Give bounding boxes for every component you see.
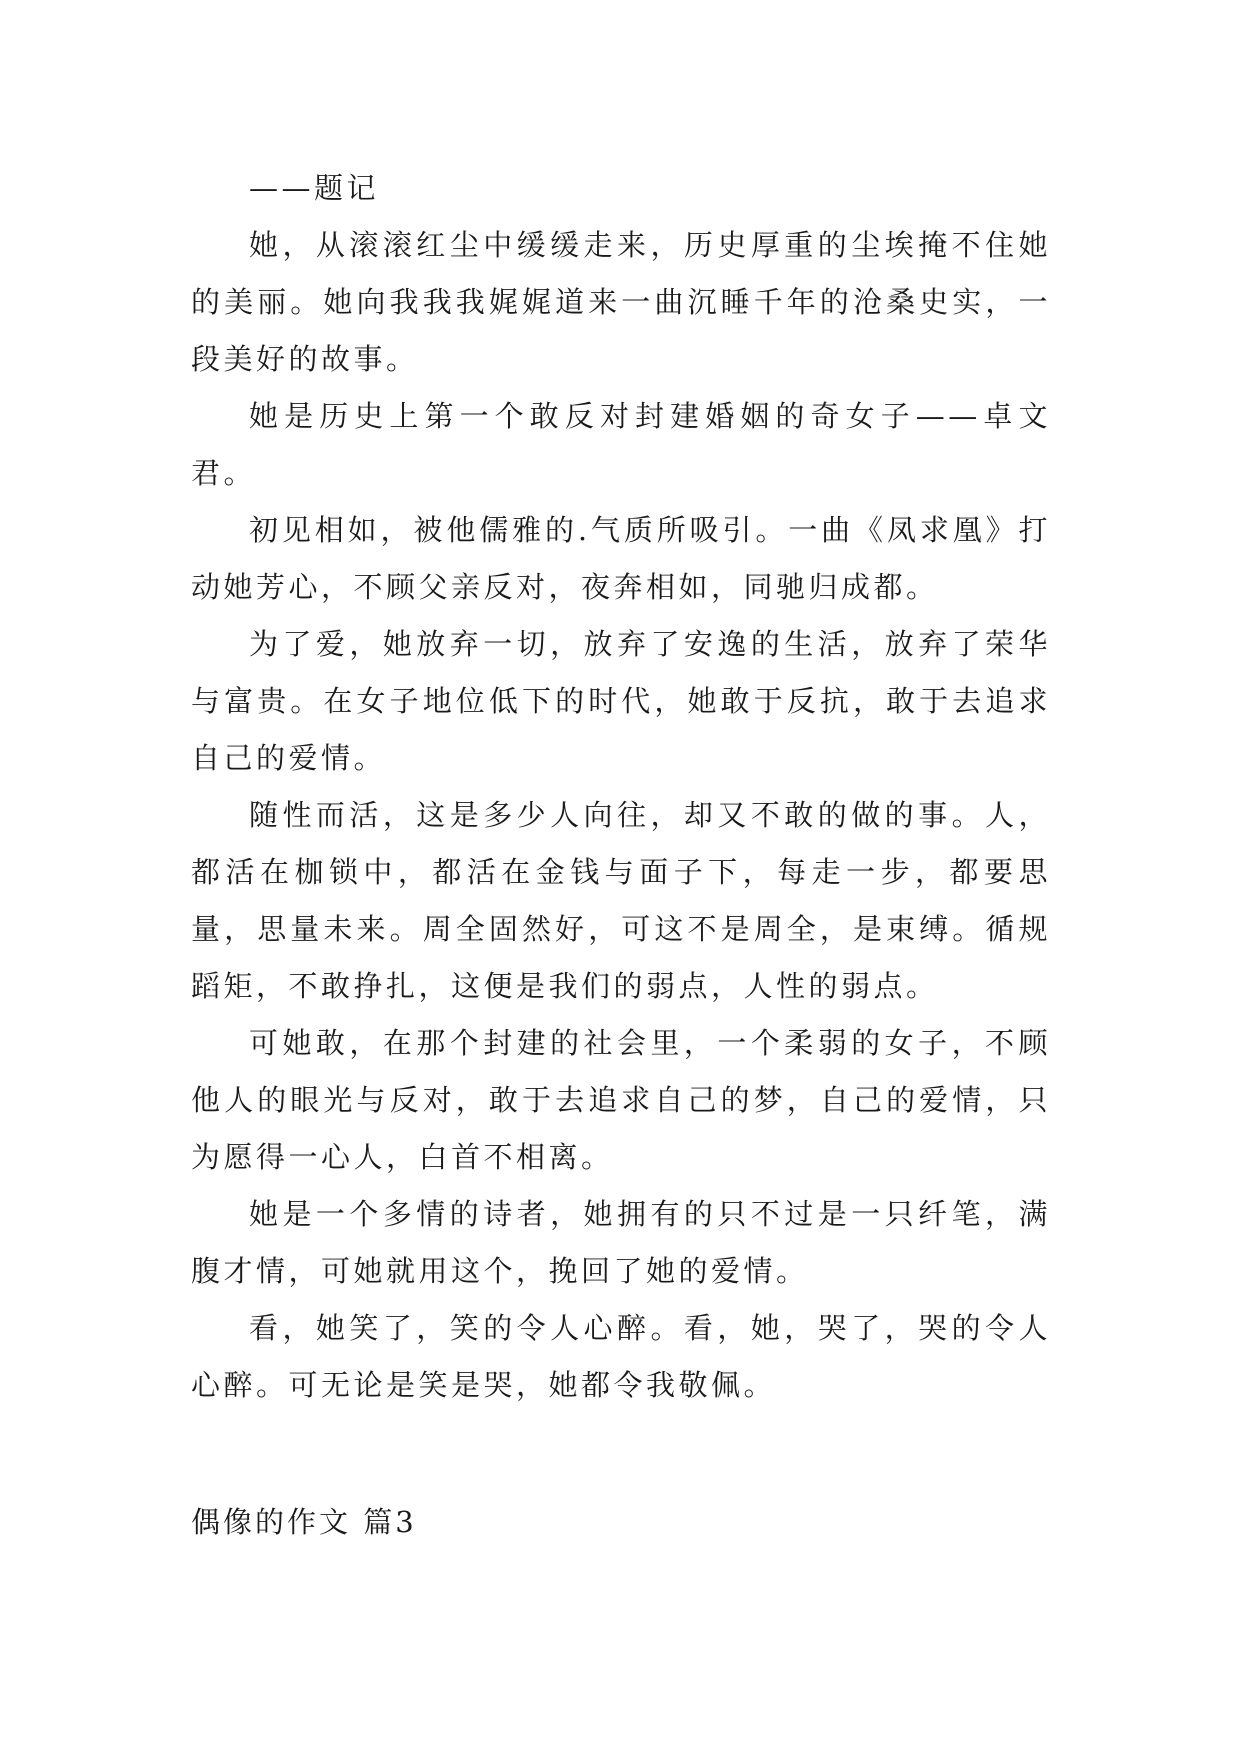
paragraph: 她是历史上第一个敢反对封建婚姻的奇女子——卓文君。: [191, 399, 1051, 490]
paragraph: 初见相如，被他儒雅的.气质所吸引。一曲《凤求凰》打动她芳心，不顾父亲反对，夜奔相如，同驰归成都。: [191, 513, 1051, 604]
paragraph: 为了爱，她放弃一切，放弃了安逸的生活，放弃了荣华与富贵。在女子地位低下的时代，她敢于反抗，敢于去追求自己的爱情。: [191, 627, 1051, 775]
paragraph: 随性而活，这是多少人向往，却又不敢的做的事。人，都活在枷锁中，都活在金钱与面子下，每走一步，都要思量，思量未来。周全固然好，可这不是周全，是束缚。循规蹈矩，不敢挣扎，这便是我们的弱点，人性的弱点。: [191, 798, 1051, 1003]
paragraph: 看，她笑了，笑的令人心醉。看，她，哭了，哭的令人心醉。可无论是笑是哭，她都令我敬佩。: [191, 1311, 1051, 1402]
epigraph-attribution: ——题记: [249, 171, 380, 205]
essay-body: [191, 160, 1051, 1414]
paragraph: 可她敢，在那个封建的社会里，一个柔弱的女子，不顾他人的眼光与反对，敢于去追求自己的梦，自己的爱情，只为愿得一心人，白首不相离。: [191, 1026, 1051, 1174]
paragraph: 她，从滚滚红尘中缓缓走来，历史厚重的尘埃掩不住她的美丽。她向我我我娓娓道来一曲沉睡千年的沧桑史实，一段美好的故事。: [191, 228, 1051, 376]
paragraph: 她是一个多情的诗者，她拥有的只不过是一只纤笔，满腹才情，可她就用这个，挽回了她的爱情。: [191, 1197, 1051, 1288]
section-heading: 偶像的作文 篇3: [191, 1505, 417, 1539]
